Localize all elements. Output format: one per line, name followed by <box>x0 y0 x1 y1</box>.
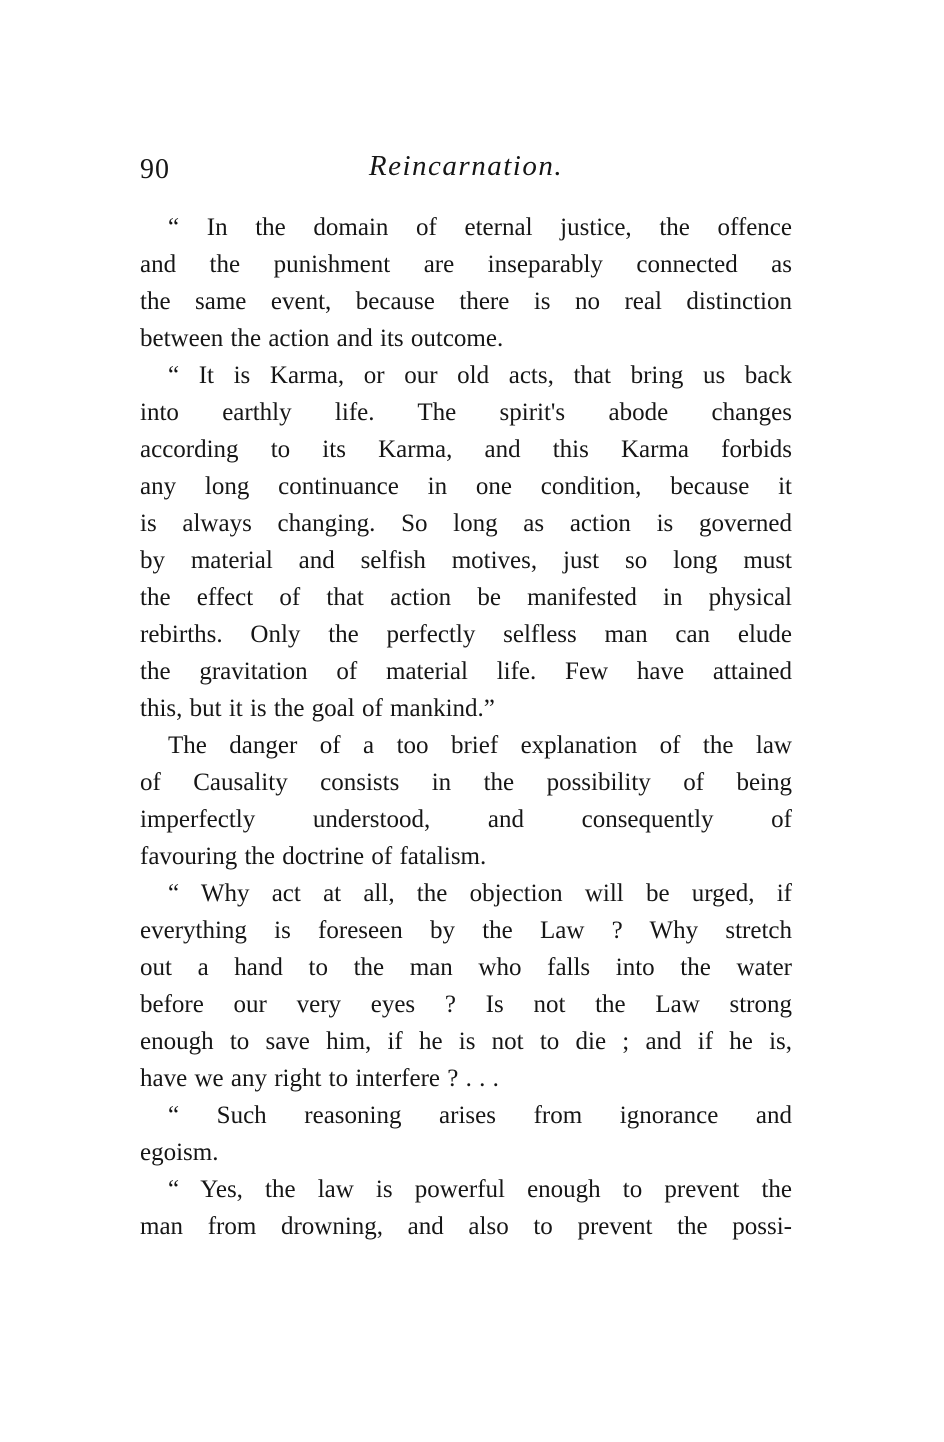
running-title: Reincarnation. <box>368 150 564 182</box>
text-line: “ In the domain of eternal justice, the offence <box>168 214 792 241</box>
text-line: the effect of that action be manifested in physical <box>140 584 792 611</box>
paragraph <box>140 875 792 1097</box>
text-line: “ Such reasoning arises from ignorance and <box>168 1102 792 1129</box>
paragraph <box>140 357 792 727</box>
text-line: and the punishment are inseparably connected as <box>140 251 792 278</box>
text-line: before our very eyes ? Is not the Law strong <box>140 991 792 1018</box>
text-line: is always changing. So long as action is governed <box>140 510 792 537</box>
text-line: favouring the doctrine of fatalism. <box>140 843 487 870</box>
paragraph <box>140 1171 792 1245</box>
text-line: into earthly life. The spirit's abode changes <box>140 399 792 426</box>
paragraph <box>140 727 792 875</box>
text-line: “ Yes, the law is powerful enough to prevent the <box>168 1176 792 1203</box>
text-line: enough to save him, if he is not to die ; and if he is, <box>140 1028 792 1055</box>
text-line: imperfectly understood, and consequently of <box>140 806 792 833</box>
text-line: have we any right to interfere ? . . . <box>140 1065 499 1092</box>
paragraph <box>140 209 792 357</box>
text-line: according to its Karma, and this Karma forbids <box>140 436 792 463</box>
text-line: “ Why act at all, the objection will be urged, if <box>168 880 792 907</box>
text-line: the gravitation of material life. Few have attained <box>140 658 792 685</box>
text-line: egoism. <box>140 1139 219 1166</box>
page-body <box>140 209 792 1245</box>
text-line: this, but it is the goal of mankind.” <box>140 695 495 722</box>
page-number: 90 <box>140 154 170 185</box>
text-line: between the action and its outcome. <box>140 325 504 352</box>
text-line: out a hand to the man who falls into the water <box>140 954 792 981</box>
text-line: any long continuance in one condition, because it <box>140 473 792 500</box>
text-line: the same event, because there is no real distinction <box>140 288 792 315</box>
text-line: “ It is Karma, or our old acts, that bring us back <box>168 362 792 389</box>
text-line: of Causality consists in the possibility of being <box>140 769 792 796</box>
text-line: man from drowning, and also to prevent the possi- <box>140 1213 792 1240</box>
page-header <box>140 150 792 192</box>
text-line: by material and selfish motives, just so long must <box>140 547 792 574</box>
text-line: everything is foreseen by the Law ? Why stretch <box>140 917 792 944</box>
text-line: The danger of a too brief explanation of the law <box>168 732 792 759</box>
text-line: rebirths. Only the perfectly selfless man can elude <box>140 621 792 648</box>
paragraph <box>140 1097 792 1171</box>
